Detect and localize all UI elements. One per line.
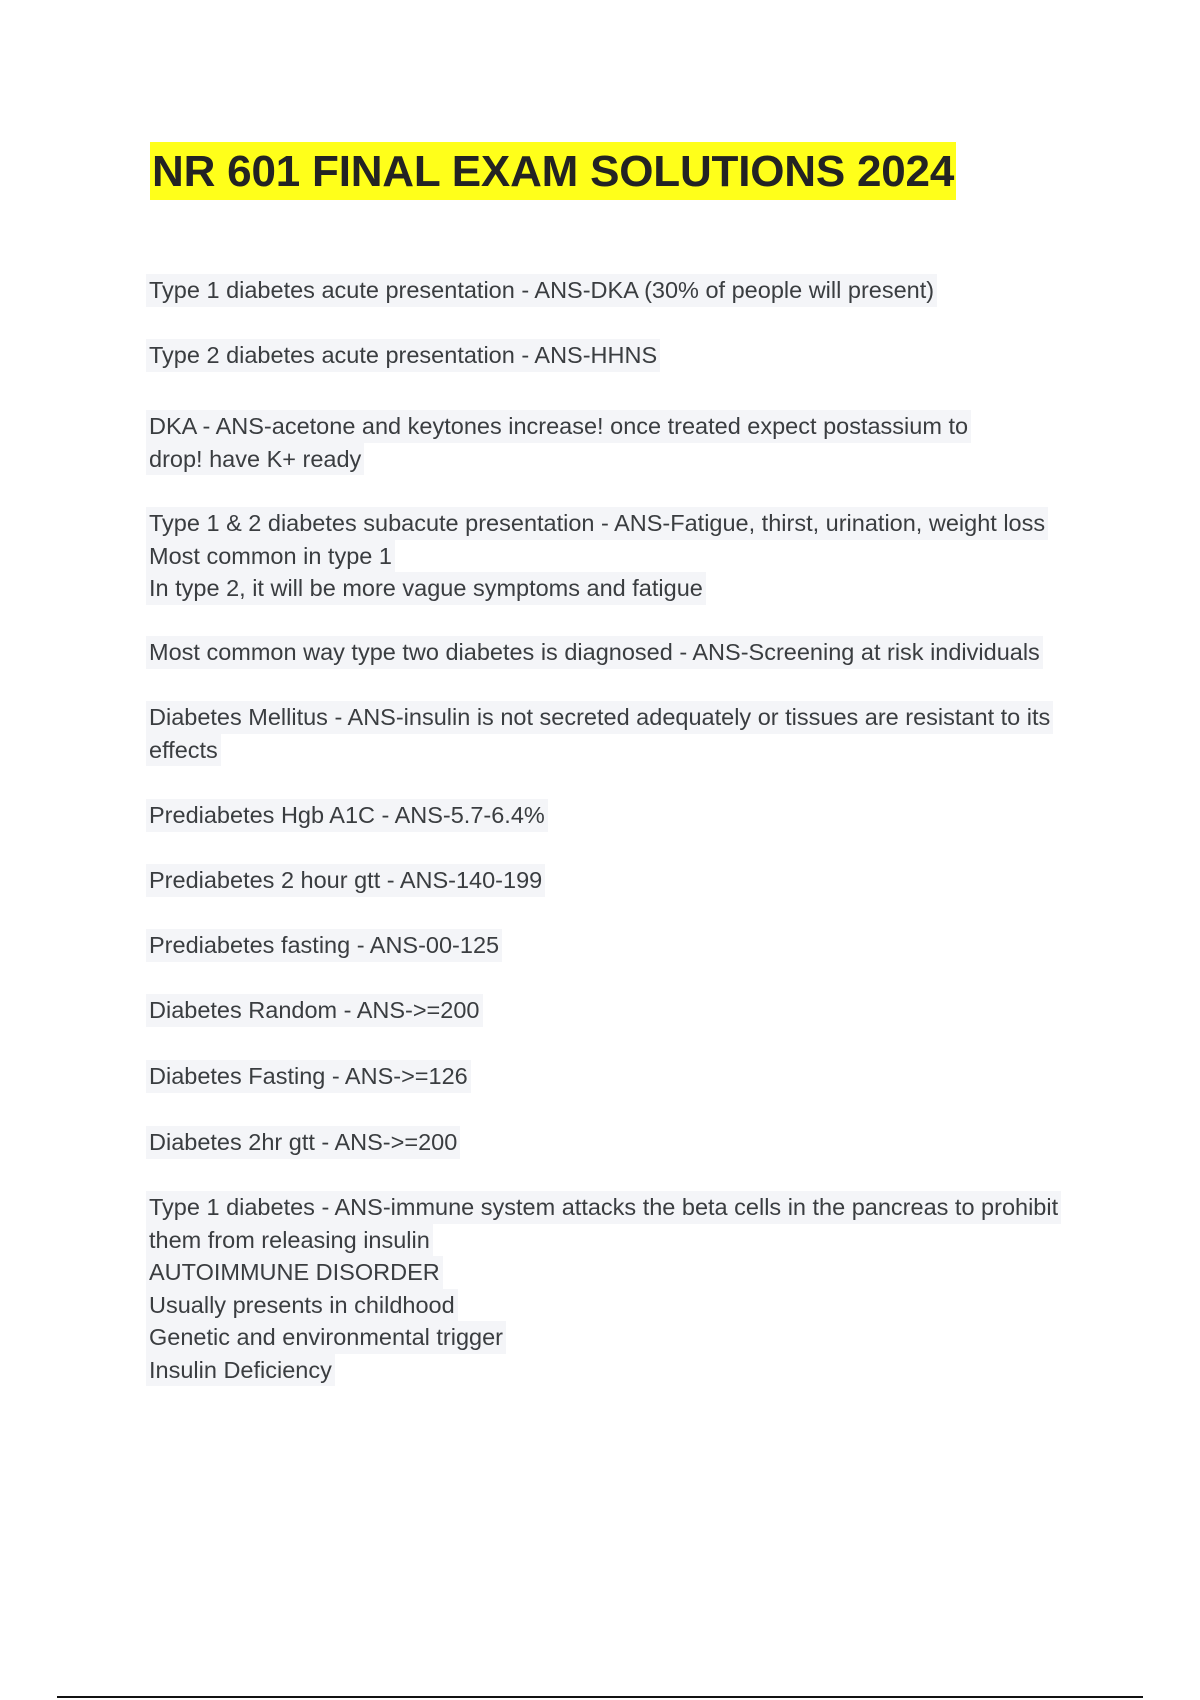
qa-entry [146, 410, 971, 475]
entry-line [146, 1126, 460, 1159]
entry-text: Genetic and environmental trigger [146, 1321, 506, 1354]
entry-text: them from releasing insulin [146, 1224, 433, 1257]
qa-entry [146, 864, 545, 897]
entry-line [146, 1191, 1061, 1224]
entry-line [146, 410, 971, 443]
footer-divider [57, 1696, 1143, 1698]
qa-entry [146, 507, 1048, 605]
entry-line [146, 636, 1043, 669]
qa-entry [146, 1126, 460, 1159]
entry-line [146, 339, 660, 372]
entry-text: Prediabetes Hgb A1C - ANS-5.7-6.4% [146, 799, 548, 832]
entry-line [146, 799, 548, 832]
entry-line [146, 443, 971, 476]
qa-entry [146, 701, 1053, 766]
qa-entry [146, 799, 548, 832]
document-title: NR 601 FINAL EXAM SOLUTIONS 2024 [150, 142, 956, 200]
entry-text: effects [146, 734, 221, 767]
entry-text: Most common way type two diabetes is diagnosed - ANS-Screening at risk individuals [146, 636, 1043, 669]
entry-text: Type 1 diabetes acute presentation - ANS-DKA (30% of people will present) [146, 274, 937, 307]
entry-text: Prediabetes 2 hour gtt - ANS-140-199 [146, 864, 545, 897]
entry-line [146, 274, 937, 307]
entry-text: Insulin Deficiency [146, 1354, 335, 1387]
entry-line [146, 540, 1048, 573]
qa-entry [146, 1060, 471, 1093]
entry-text: Prediabetes fasting - ANS-00-125 [146, 929, 502, 962]
entry-text: drop! have K+ ready [146, 443, 364, 476]
entry-line [146, 1060, 471, 1093]
entry-line [146, 1289, 1061, 1322]
qa-entry [146, 1191, 1061, 1386]
entry-line [146, 572, 1048, 605]
entry-text: Diabetes 2hr gtt - ANS->=200 [146, 1126, 460, 1159]
qa-entry [146, 636, 1043, 669]
entry-text: AUTOIMMUNE DISORDER [146, 1256, 443, 1289]
entry-text: Type 1 & 2 diabetes subacute presentation - ANS-Fatigue, thirst, urination, weight loss [146, 507, 1048, 540]
entry-text: Type 1 diabetes - ANS-immune system attacks the beta cells in the pancreas to prohibit [146, 1191, 1061, 1224]
entry-text: Diabetes Mellitus - ANS-insulin is not secreted adequately or tissues are resistant to its [146, 701, 1053, 734]
entry-text: Diabetes Random - ANS->=200 [146, 994, 483, 1027]
qa-entry [146, 339, 660, 372]
qa-entry [146, 274, 937, 307]
entry-line [146, 1321, 1061, 1354]
entry-line [146, 507, 1048, 540]
entry-line [146, 929, 502, 962]
entry-line [146, 864, 545, 897]
entry-text: In type 2, it will be more vague symptoms and fatigue [146, 572, 706, 605]
qa-entry [146, 929, 502, 962]
entry-text: DKA - ANS-acetone and keytones increase! once treated expect postassium to [146, 410, 971, 443]
entry-text: Type 2 diabetes acute presentation - ANS-HHNS [146, 339, 660, 372]
entry-line [146, 994, 483, 1027]
entry-line [146, 1256, 1061, 1289]
entry-text: Most common in type 1 [146, 540, 395, 573]
entry-line [146, 1224, 1061, 1257]
entry-line [146, 701, 1053, 734]
entry-text: Diabetes Fasting - ANS->=126 [146, 1060, 471, 1093]
qa-entry [146, 994, 483, 1027]
entry-text: Usually presents in childhood [146, 1289, 458, 1322]
entry-line [146, 734, 1053, 767]
entry-line [146, 1354, 1061, 1387]
